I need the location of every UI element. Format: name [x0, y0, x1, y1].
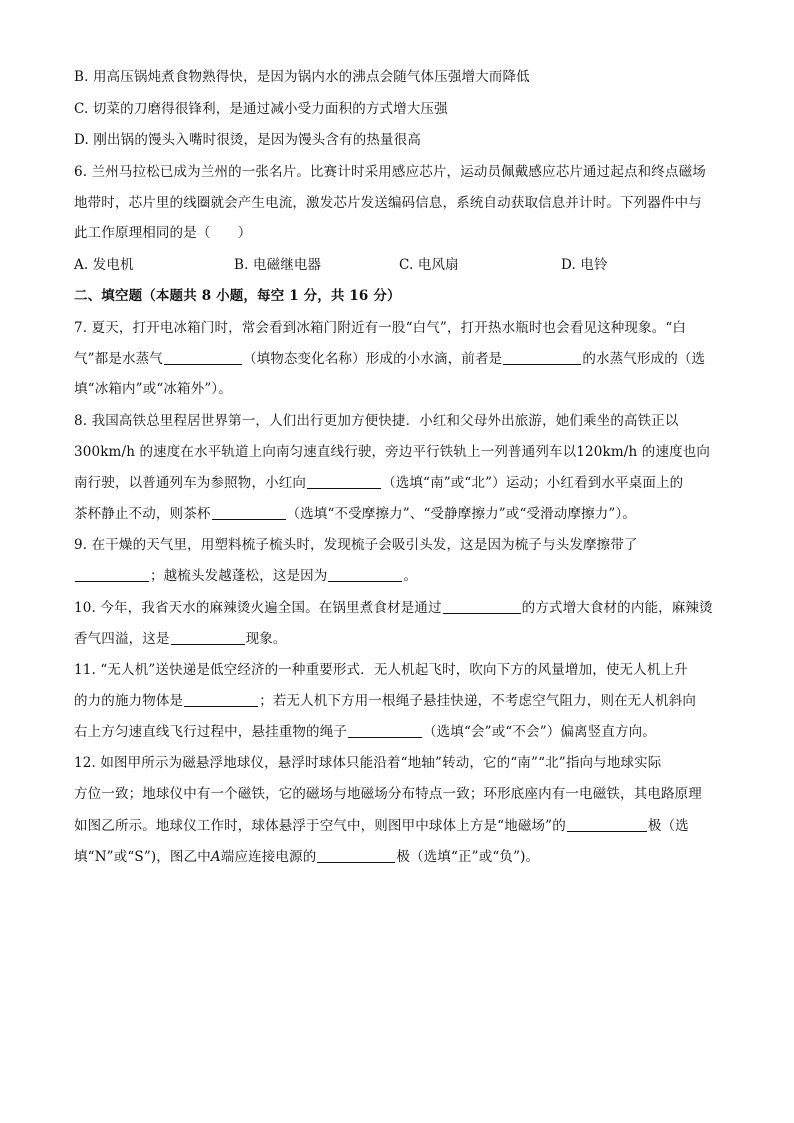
answer-blank [443, 600, 521, 614]
answer-blank [503, 351, 581, 365]
q6-line-3: 此工作原理相同的是（ ） [74, 225, 252, 241]
variable-a: A [210, 849, 221, 865]
q7-line-1: 7. 夏天，打开电冰箱门时，常会看到冰箱门附近有一股“白气”，打开热水瓶时也会看见这种现象。“白 [74, 320, 687, 336]
q5-option-d: D. 刚出锅的馒头入嘴时很烫，是因为馒头含有的热量很高 [74, 132, 421, 148]
answer-blank [317, 849, 395, 863]
answer-blank [75, 568, 149, 582]
q6-option-a: A. 发电机 [74, 257, 134, 273]
q6-option-b: B. 电磁继电器 [234, 257, 322, 273]
answer-blank [212, 506, 286, 520]
answer-blank [328, 568, 402, 582]
q8-line-2: 300km/h 的速度在水平轨道上向南匀速直线行驶，旁边平行铁轨上一列普通列车以120km/h 的速度也向 [74, 444, 711, 460]
answer-blank [164, 351, 242, 365]
q6-options [74, 256, 608, 274]
q8-line-1: 8. 我国高铁总里程居世界第一，人们出行更加方便快捷．小红和父母外出旅游，她们乘坐的高铁正以 [74, 413, 679, 429]
q8-line-4: 茶杯静止不动，则茶杯 （选填“不受摩擦力”、“受静摩擦力”或“受滑动摩擦力”）。 [74, 506, 637, 522]
answer-blank [171, 631, 245, 645]
q12-line-4: 填“N”或“S”)，图乙中A端应连接电源的 极（选填“正”或“负”)。 [74, 849, 540, 865]
q10-line-2: 香气四溢，这是 现象。 [74, 631, 287, 647]
q9-line-1: 9. 在干燥的天气里，用塑料梳子梳头时，发现梳子会吸引头发，这是因为梳子与头发摩擦带了 [74, 537, 638, 553]
q7-line-3: 填“冰箱内”或“冰箱外”）。 [74, 381, 232, 397]
q12-line-1: 12. 如图甲所示为磁悬浮地球仪，悬浮时球体只能沿着“地轴”转动，它的“南”“北”指向与地球实际 [74, 755, 662, 771]
q9-line-2: ；越梳头发越蓬松，这是因为 。 [74, 567, 417, 585]
q11-line-3: 右上方匀速直线飞行过程中，悬挂重物的绳子 （选填“会”或“不会”）偏离竖直方向。 [74, 724, 656, 740]
answer-blank [348, 724, 422, 738]
q6-option-c: C. 电风扇 [399, 257, 459, 273]
q12-line-2: 方位一致；地球仪中有一个磁铁，它的磁场与地磁场分布特点一致；环形底座内有一电磁铁，其电路原理 [74, 786, 702, 802]
q11-line-2: 的力的施力物体是 ；若无人机下方用一根绳子悬挂快递，不考虑空气阻力，则在无人机斜向 [74, 693, 697, 709]
q10-line-1: 10. 今年，我省天水的麻辣烫火遍全国。在锅里煮食材是通过 的方式增大食材的内能，麻辣烫 [74, 600, 713, 616]
section2-heading: 二、填空题（本题共 8 小题，每空 1 分，共 16 分） [74, 288, 401, 304]
answer-blank [567, 818, 647, 832]
q8-line-3: 南行驶，以普通列车为参照物，小红向 （选填“南”或“北”）运动；小红看到水平桌面上的 [74, 475, 684, 491]
answer-blank [307, 475, 381, 489]
q5-option-c: C. 切菜的刀磨得很锋利，是通过减小受力面积的方式增大压强 [74, 101, 448, 117]
q7-line-2: 气”都是水蒸气 （填物态变化名称）形成的小水滴，前者是 的水蒸气形成的（选 [74, 351, 706, 367]
answer-blank [184, 693, 258, 707]
q6-option-d: D. 电铃 [561, 257, 608, 273]
q5-option-b: B. 用高压锅炖煮食物熟得快，是因为锅内水的沸点会随气体压强增大而降低 [74, 69, 530, 85]
q11-line-1: 11. “无人机”送快递是低空经济的一种重要形式．无人机起飞时，吹向下方的风量增加，使无人机上升 [74, 662, 688, 678]
q12-line-3: 如图乙所示。地球仪工作时，球体悬浮于空气中，则图甲中球体上方是“地磁场”的 极（选 [74, 818, 689, 834]
q6-line-1: 6. 兰州马拉松已成为兰州的一张名片。比赛计时采用感应芯片，运动员佩戴感应芯片通过起点和终点磁场 [74, 164, 706, 180]
q6-line-2: 地带时，芯片里的线圈就会产生电流，激发芯片发送编码信息，系统自动获取信息并计时。下列器件中与 [74, 195, 702, 211]
